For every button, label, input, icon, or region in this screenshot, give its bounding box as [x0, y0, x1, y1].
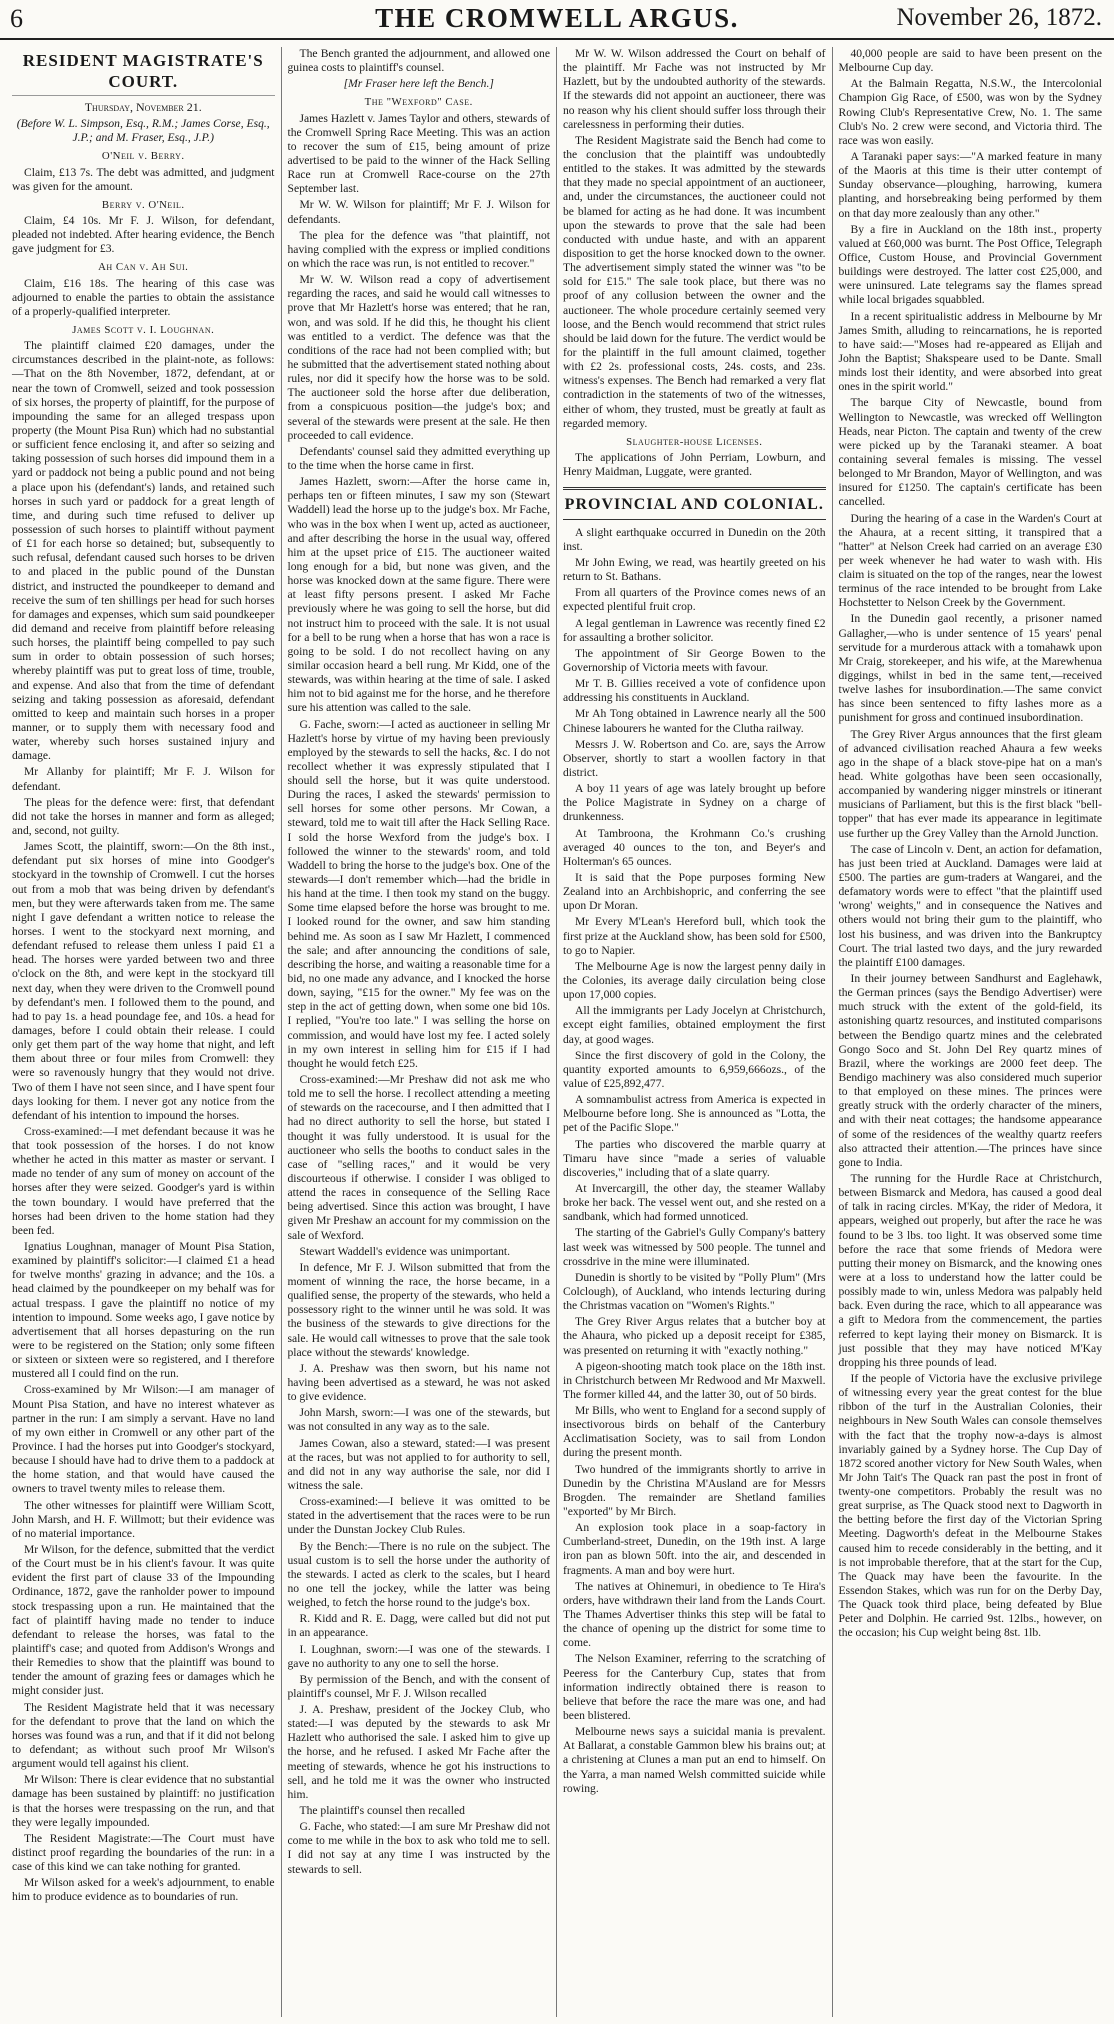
news-item: The Grey River Argus relates that a butcher boy at the Ahaura, who picked up a deposit receipt for £385, was presented on returning it with "exactly nothing." — [563, 1315, 826, 1357]
paragraph: The Bench granted the adjournment, and allowed one guinea costs to plaintiff's counsel. — [287, 47, 550, 75]
news-item: Melbourne news says a suicidal mania is prevalent. At Ballarat, a constable Gammon blew his brains out; at a christening at Clunes a man put an end to himself. On the Yarra, a man named Welsh committed suicide while rowing. — [563, 1725, 826, 1795]
case-title: Berry v. O'Neil. — [101, 198, 185, 211]
news-item: The running for the Hurdle Race at Christchurch, between Bismarck and Medora, has caused a good deal of talk in racing circles. M'Kay, the rider of Medora, it appears, weighed out properly, but after the race he was found to be 3 lbs. too light. It was observed some time before the race that some friends of Medora were putting their money on Bismarck, and the knowing ones were at a loss to understand how the latter could be possibly made to win, unless Medora was palpably held back. Even during the race, which to all appearance was a gift to Medora from the commencement, the parties referred to kept laying their money on Bismarck. It is just possible that they may have noticed M'Kay dropping his three pounds of lead. — [838, 1171, 1102, 1369]
news-item: The appointment of Sir George Bowen to the Governorship of Victoria meets with favour. — [563, 646, 826, 675]
paragraph: The plaintiff's counsel then recalled — [299, 1804, 465, 1818]
paragraph: G. Fache, sworn:—I acted as auctioneer in selling Mr Hazlett's horse by virtue of my having been previously employed by the stewards to sell the hacks, &c. I do not recollect whether it was expressly stipulated that I should sell the horse, but it was quite understood. During the races, I asked the stewards' permission to sell horses for some other persons. Mr Cowan, a steward, told me to wait till after the Hack Selling Race. I sold the horse Wexford from the judge's box. I followed the winner to the stewards' room, and told Waddell to bring the horse to the judge's box. One of the stewards—I don't remember which—had the bridle in his hand at the time. I then took my stand on the buggy. Some time elapsed before the horse was brought to me. I looked round for the owner, and saw him standing behind me. As soon as I saw Mr Hazlett, I commenced the sale; and after announcing the conditions of sale, describing the horse, and waiting a reasonable time for a bid, no one made any advance, and I knocked the horse down, saying, "£15 for the owner." My fee was on the step in the act of getting down, when some one bid 10s. I replied, "You're too late." I was selling the horse on commission, and would have lost my fee. I acted solely in my own interest in selling him for £15 if I had thought he would fetch £25. — [287, 717, 550, 1070]
column-1 — [6, 47, 282, 2017]
case-title: The "Wexford" Case. — [364, 96, 473, 109]
news-item: At Tambroona, the Krohmann Co.'s crushing averaged 40 ounces to the ton, and Beyer's and Holterman's 65 ounces. — [563, 826, 826, 868]
news-item: At Invercargill, the other day, the steamer Wallaby broke her back. The vessel went out, and she rested on a sandbank, which had formed unnoticed. — [563, 1181, 826, 1224]
paragraph: Mr W. W. Wilson read a copy of advertisement regarding the races, and said he would call witnesses to prove that Mr Hazlett's horse was entered; that he ran, won, and was sold. If he did this, he thought his client was entitled to a verdict. The defence was that the conditions of the race had not been complied with; but he submitted that the advertisement stated nothing about rules, nor did it specify how the horse was to be sold. The auctioneer sold the horse after due deliberation, from a conspicuous position—the judge's box; and several of the stewards were present at the sale. He then proceeded to call evidence. — [287, 273, 550, 442]
paragraph: James Hazlett, sworn:—After the horse came in, perhaps ten or fifteen minutes, I saw my son (Stewart Waddell) lead the horse up to the judge's box. Mr Fache, who was in the box when I went up, acted as auctioneer, and after describing the horse in the usual way, offered him at the upset price of £15. The auctioneer waited long enough for a bid, but none was given, and the horse was knocked down at the same figure. There were at least fifty persons present. I asked Mr Fache previously where he was going to sell the horse, but did not instruct him to proceed with the sale. It is not usual for a bell to be rung when a horse that has won a race is going to be sold. I do not recollect having on any similar occasion heard a bell rung. Mr Kidd, one of the stewards, was within hearing at the time of sale. I asked him not to bid against me for the horse, and he therefore sure his attention was called to the sale. — [287, 475, 550, 715]
news-item: Mr T. B. Gillies received a vote of confidence upon addressing his constituents in Auckland. — [563, 677, 826, 705]
dateline: Thursday, November 21. — [84, 100, 202, 115]
article-heading-court: RESIDENT MAGISTRATE'S COURT. — [12, 51, 275, 96]
paragraph: I. Loughnan, sworn:—I was one of the stewards. I gave no authority to any one to sell the horse. — [287, 1642, 550, 1670]
news-item: Mr Ah Tong obtained in Lawrence nearly all the 500 Chinese labourers he wanted for the Clutha railway. — [563, 707, 826, 735]
news-item: At the Balmain Regatta, N.S.W., the Intercolonial Champion Gig Race, of £500, was won by the Sydney Rowing Club's Representative Crew, No. 1. The same Club's No. 2 crew were second, and Victoria third. The race was won easily. — [838, 77, 1102, 147]
paragraph: Cross-examined by Mr Wilson:—I am manager of Mount Pisa Station, and have no interest whatever as partner in the run: I am simply a servant. Have no land of my own either in Cromwell or any other part of the Province. I had the horses put into Goodger's stockyard, because I should have had to drive them to a paddock at the home station, and that would have caused the owners to travel twenty miles to release them. — [12, 1383, 275, 1496]
paragraph: Claim, £13 7s. The debt was admitted, and judgment was given for the amount. — [12, 165, 275, 193]
paragraph: Cross-examined:—I believe it was omitted to be stated in the advertisement that the races were to be run under the Dunstan Jockey Club Rules. — [287, 1495, 550, 1537]
newspaper-title: THE CROMWELL ARGUS. — [375, 3, 739, 33]
issue-date: November 26, 1872. — [896, 4, 1102, 31]
news-item: 40,000 people are said to have been present on the Melbourne Cup day. — [838, 47, 1102, 75]
columns — [6, 47, 1108, 2017]
news-item: The Nelson Examiner, referring to the scratching of Peeress for the Canterbury Cup, states that from information indirectly obtained there is reason to believe that before the race the mare was one, and had been blistered. — [563, 1652, 826, 1723]
news-item: In the Dunedin gaol recently, a prisoner named Gallagher,—who is under sentence of 15 years' penal servitude for a murderous attack with a tomahawk upon Mr Craig, storekeeper, and his wife, at the Marewhenua diggings, whilst in bed in the same tent,—received twelve lashes for insubordination.—The same convict has since been sentenced to fifty lashes more as a punishment for gross and continued insubordination. — [838, 612, 1102, 725]
paragraph: Stewart Waddell's evidence was unimportant. — [299, 1244, 511, 1258]
news-item: A somnambulist actress from America is expected in Melbourne before long. She is announced as "Lotta, the pet of the Pacific Slope." — [563, 1093, 826, 1135]
news-item: By a fire in Auckland on the 18th inst., property valued at £60,000 was burnt. The Post Office, Telegraph Office, Custom House, and Provincial Government buildings were destroyed. The latter cost £25,000, and were uninsured. Late telegrams say the flames spread while local brigades squabbled. — [838, 222, 1102, 307]
case-title: Ah Can v. Ah Sui. — [98, 261, 189, 274]
paragraph: Mr Wilson, for the defence, submitted that the verdict of the Court must be in his client's favour. It was quite evident the first part of clause 33 of the Impounding Ordinance, 1872, gave the ranholder power to impound stock trespassing upon a run. He maintained that the fact of plaintiff having made no tender to induce defendant to release the horses, was fatal to the plaintiff's case; and quoted from Addison's Wrongs and their Remedies to show that the plaintiff was bound to tender the amount of grazing fees or damages which he might consider just. — [12, 1543, 275, 1698]
paragraph: Mr Wilson: There is clear evidence that no substantial damage has been sustained by plaintiff: no justification is that the horses were trespassing on the run, and that they were legally impounded. — [12, 1773, 275, 1829]
paragraph: Mr Wilson asked for a week's adjournment, to enable him to produce evidence as to boundaries of run. — [12, 1876, 275, 1904]
bracket-note: [Mr Fraser here left the Bench.] — [343, 77, 494, 91]
news-item: It is said that the Pope purposes forming New Zealand into an Archbishopric, and conferring the see upon Dr Moran. — [563, 871, 826, 913]
news-item: All the immigrants per Lady Jocelyn at Christchurch, except eight families, obtained employment the first day, at good wages. — [563, 1004, 826, 1046]
paragraph: Claim, £4 10s. Mr F. J. Wilson, for defendant, pleaded not indebted. After hearing evidence, the Bench gave judgment for £3. — [12, 214, 275, 256]
paragraph: The Resident Magistrate held that it was necessary for the defendant to prove that the land on which the horses was found was a run, and that if it did not belong to defendant; as without such proof Mr Wilson's argument would tell against his client. — [12, 1700, 275, 1771]
news-item: The Melbourne Age is now the largest penny daily in the Colonies, its average daily circulation being close upon 17,000 copies. — [563, 959, 826, 1002]
news-item: The natives at Ohinemuri, in obedience to Te Hira's orders, have withdrawn their land from the Lands Court. The Thames Advertiser thinks this step will be fatal to the chance of opening up the district for some time to come. — [563, 1579, 826, 1650]
news-item: A boy 11 years of age was lately brought up before the Police Magistrate in Sydney on a charge of drunkenness. — [563, 782, 826, 824]
news-item: Mr Every M'Lean's Hereford bull, which took the first prize at the Auckland show, has been sold for £500, to go to Napier. — [563, 915, 826, 957]
news-item: The parties who discovered the marble quarry at Timaru have since "made a series of valuable discoveries," including that of a slate quarry. — [563, 1137, 826, 1179]
news-item: Mr Bills, who went to England for a second supply of insectivorous birds on behalf of the Canterbury Acclimatisation Society, was to sail from London during the present month. — [563, 1404, 826, 1460]
masthead — [0, 0, 1114, 40]
news-item: In their journey between Sandhurst and Eaglehawk, the German princes (says the Bendigo Advertiser) were much struck with the extent of the gold-field, its astonishing quartz resources, and instituted comparisons between the Bendigo quartz mines and the celebrated Gongo Soco and St. John Del Rey quartz mines of Brazil, where the workings are 2000 feet deep. The Bendigo machinery was also considered much superior to that employed on these mines. The princes were greatly struck with the orderly character of the miners, and with their neat cottages; the handsome appearance of some of the residences of the wealthy quartz reefers also attracted their attention.—The princes have since gone to India. — [838, 972, 1102, 1169]
paragraph: J. A. Preshaw, president of the Jockey Club, who stated:—I was deputed by the stewards to ask Mr Hazlett who authorised the sale. I asked him to give up the horse, and he refused. I asked Mr Fache after the meeting of stewards, whence he got his instructions to sell, and he told me it was the owner who instructed him. — [287, 1703, 550, 1801]
paragraph: The Resident Magistrate said the Bench had come to the conclusion that the plaintiff was undoubtedly entitled to the stakes. It was admitted by the stewards that they made no special appointment of an auctioneer, and, under the circumstances, the auctioneer could not be blamed for acting as he had done. It was incumbent upon the stewards to prove that the sale had been conducted with undue haste, and with an apparent disposition to get the horse knocked down to the owner. The advertisement simply stated the winner was "to be sold for £15." The sale took place, but there was no proof of any collusion between the owner and the auctioneer. The whole procedure certainly seemed very loose, and the Bench would recommend that strict rules should be laid down for the future. The verdict would be for the plaintiff in the full amount claimed, together with £2 2s. professional costs, 24s. costs, and 23s. witness's expenses. The Bench had remarked a very flat contradiction in the statements of two of the witnesses, either of whom, they trusted, must be greatly at fault as regarded memory. — [563, 133, 826, 430]
news-item: Two hundred of the immigrants shortly to arrive in Dunedin by the Christina M'Ausland are for Messrs Brogden. The remainder are Shetland families "exported" by Mr Birch. — [563, 1462, 826, 1519]
paragraph: J. A. Preshaw was then sworn, but his name not having been advertised as a steward, he was not asked to give evidence. — [287, 1361, 550, 1404]
paragraph: Defendants' counsel said they admitted everything up to the time when the horse came in first. — [287, 444, 550, 472]
paragraph: In defence, Mr F. J. Wilson submitted that from the moment of winning the race, the horse became, in a qualified sense, the property of the stewards, who held a possessory right to the winner until he was sold. It was the business of the stewards to give directions for the sale. He would call witnesses to prove that the sale took place without the stewards' knowledge. — [287, 1260, 550, 1359]
paragraph: Mr W. W. Wilson for plaintiff; Mr F. J. Wilson for defendants. — [287, 198, 550, 226]
paragraph: By permission of the Bench, and with the consent of plaintiff's counsel, Mr F. J. Wilson recalled — [287, 1672, 550, 1700]
news-item: An explosion took place in a soap-factory in Cumberland-street, Dunedin, on the 19th inst. A large iron pan as blown 50ft. into the air, and descended in fragments. A man and boy were hurt. — [563, 1521, 826, 1577]
paragraph: Mr Allanby for plaintiff; Mr F. J. Wilson for defendant. — [12, 765, 275, 793]
news-item: In a recent spiritualistic address in Melbourne by Mr James Smith, alluding to reincarnations, he is reported to have said:—"Moses had re-appeared as Elijah and John the Baptist; Shakspeare used to be Dante. Small minds lost their identity, and were absorbed into great ones in the spirit world." — [838, 309, 1102, 394]
paragraph: Ignatius Loughnan, manager of Mount Pisa Station, examined by plaintiff's solicitor:—I claimed £1 a head for twelve months' grazing in advance; and the 10s. a head claimed by the poundkeeper on my behalf was for actual trespass. I gave the plaintiff no notice of my intention to impound. Some weeks ago, I gave notice by advertisement that all horses depasturing on the run were to be registered on the Station; only some fifteen or sixteen or sixteen were so registered, and I therefore mustered all I could find on the run. — [12, 1240, 275, 1381]
news-item: The barque City of Newcastle, bound from Wellington to Newcastle, was wrecked off Wellington Heads, near Picton. The captain and twenty of the crew were picked up by the Taranaki steamer. A boat containing several females is missing. The vessel belonged to Mr Brandon, Mayor of Wellington, and was insured for £1250. The captain's certificate has been cancelled. — [838, 396, 1102, 509]
news-item: From all quarters of the Province comes news of an expected plentiful fruit crop. — [563, 586, 826, 614]
news-item: A legal gentleman in Lawrence was recently fined £2 for assaulting a brother solicitor. — [563, 616, 826, 644]
case-title: Slaughter-house Licenses. — [626, 435, 763, 448]
case-title: O'Neil v. Berry. — [101, 150, 185, 163]
news-item: Mr John Ewing, we read, was heartily greeted on his return to St. Bathans. — [563, 556, 826, 584]
news-item: A Taranaki paper says:—"A marked feature in many of the Maoris at this time is their utter contempt of Sunday observance—ploughing, harrowing, kumera planting, and horsebreaking being performed by them on that day more zealously than any other." — [838, 149, 1102, 220]
paragraph: The plea for the defence was "that plaintiff, not having complied with the express or implied conditions on which the race was run, is not entitled to recover." — [287, 228, 550, 270]
news-item: A pigeon-shooting match took place on the 18th inst. in Christchurch between Mr Redwood and Mr Maxwell. The former killed 44, and the latter 30, out of 50 birds. — [563, 1359, 826, 1401]
paragraph: James Hazlett v. James Taylor and others, stewards of the Cromwell Spring Race Meeting. This was an action to recover the sum of £15, being amount of prize advertised to be paid to the winner of the Hack Selling Race run at Cromwell Race-course on the 27th September last. — [287, 111, 550, 196]
bench-list: (Before W. L. Simpson, Esq., R.M.; James Corse, Esq., J.P.; and M. Fraser, Esq., J.P.) — [16, 117, 270, 145]
news-item: The Grey River Argus announces that the first gleam of advanced civilisation reached Ahaura a few weeks ago in the shape of a black stove-pipe hat on a man's head. White golgothas have been seen occasionally, accompanied by wandering nigger minstrels or itinerant musicians of Parliament, but this is the first black "bell-topper" that has ever made its appearance in legitimate use further up the Grey Valley than the Arnold Junction. — [838, 727, 1102, 840]
section-heading-provincial: PROVINCIAL AND COLONIAL. — [563, 487, 826, 520]
paragraph: James Scott, the plaintiff, sworn:—On the 8th inst., defendant put six horses of mine into Goodger's stockyard in the township of Cromwell. I cut the horses out from a mob that was being driven by defendant's men, but they were afterwards taken from me. The same night I gave defendant a written notice to release the horses. I went to the stockyard next morning, and defendant refused to release them unless I paid £1 a head. The horses were yarded between two and three o'clock on the 8th, and were kept in the stockyard till next day, when they were driven to the Cromwell pound by defendant's men. I followed them to the pound, and had to pay 1s. a head poundage fee, and 10s. a head for damages, before I could obtain their release. I could only get them part of the way home that night, and left them about three or four miles from Cromwell: they were so ravenously hungry that they would not drive. Two of them I have not seen since, and I have spent four days looking for them. I never got any notice from the defendant of his intention to impound the horses. — [12, 840, 275, 1122]
news-item: If the people of Victoria have the exclusive privilege of witnessing every year the great contest for the blue ribbon of the turf in the Australian Colonies, their neighbours in New South Wales can console themselves with the fact that the trophy now-a-days is almost invariably gained by a Sydney horse. The Cup Day of 1872 scored another victory for New South Wales, when Mr John Tait's The Quack ran past the post in front of twenty-one competitors. Probably the result was no great surprise, as The Quack stood next to Dagworth in the betting before the first day of the Victorian Spring Meeting. Dagworth's defeat in the Melbourne Stakes caused him to recede considerably in the betting, and it is not improbable therefore, that at the start for the Cup, The Quack may have been the favourite. In the Essendon Stakes, which was run for on the Derby Day, The Quack took third place, being defeated by Blue Peter and Dolphin. He carried 9st. 12lbs., however, on the occasion; his Cup weight being 8st. 1lb. — [838, 1371, 1102, 1640]
column-3 — [557, 47, 833, 2017]
paragraph: R. Kidd and R. E. Dagg, were called but did not put in an appearance. — [287, 1612, 550, 1640]
paragraph: The plaintiff claimed £20 damages, under the circumstances described in the plaint-note, as follows:—That on the 8th November, 1872, defendant, at or near the town of Cromwell, seized and took possession of six horses, the property of plaintiff, for the purpose of impounding the same for an alleged trespass upon property (the Mount Pisa Run) which had no substantial or sufficient fence enclosing it, and after so seizing and taking possession of such horses did impound them in a yard or paddock not being a public pound and not being a place upon his (defendant's) lands, and retained such horses in such yard or paddock for a great length of time, and during such time refused to deliver up possession of such horses to plaintiff without payment of £1 for each horse so detained; but, subsequently to such refusal, defendant caused such horses to be driven to and placed in the public pound of the Dunstan district, and instructed the poundkeeper to demand and receive the sum of ten shillings per head for such horses for damages and expenses, which sum said poundkeeper did demand and receive from plaintiff before releasing such horses, the plaintiff being compelled to pay such sum in order to obtain possession of such horses; whereby plaintiff was put to great loss of time, trouble, and expense. And also that from the time of defendant seizing and taking possession as aforesaid, defendant omitted to keep and maintain such horses in a proper manner, or to supply them with necessary food and water, whereby such horses sustained injury and damage. — [12, 339, 275, 763]
paragraph: John Marsh, sworn:—I was one of the stewards, but was not consulted in any way as to the sale. — [287, 1406, 550, 1434]
news-item: The starting of the Gabriel's Gully Company's battery last week was witnessed by 500 people. The tunnel and crossdrive in the mine were illuminated. — [563, 1226, 826, 1268]
news-item: Dunedin is shortly to be visited by "Polly Plum" (Mrs Colclough), of Auckland, who intends lecturing during the Christmas vacation on "Women's Rights." — [563, 1270, 826, 1313]
page-number: 6 — [10, 4, 23, 33]
paragraph: Claim, £16 18s. The hearing of this case was adjourned to enable the parties to obtain the assistance of a properly-qualified interpreter. — [12, 276, 275, 318]
column-4 — [833, 47, 1109, 2017]
case-title: James Scott v. I. Loughnan. — [72, 324, 215, 337]
paragraph: Cross-examined:—I met defendant because it was he that took possession of the horses. I do not know whether he acted in this matter as master or servant. I made no tender of any sum of money on account of the horses after they were seized. Goodger's yard is within the town boundary. I would have preferred that the horses had been driven to the home station had they been fed. — [12, 1124, 275, 1237]
paragraph: The Resident Magistrate:—The Court must have distinct proof regarding the boundaries of the run: in a case of this kind we can take nothing for granted. — [12, 1831, 275, 1874]
paragraph: James Cowan, also a steward, stated:—I was present at the races, but was not applied to for authority to sell, and did not in any way authorise the sale, nor did I witness the sale. — [287, 1436, 550, 1492]
news-item: The case of Lincoln v. Dent, an action for defamation, has just been tried at Auckland. Damages were laid at £500. The parties are gum-traders at Wangarei, and the defamatory words were to effect "that the plaintiff used 'wrong' weights," and in consequence the Natives and others would not bring their gum to the plaintiff, who lost his business, and was driven into the Bankruptcy Court. The trial lasted two days, and the jury rewarded the plaintiff £100 damages. — [838, 842, 1102, 969]
news-item: A slight earthquake occurred in Dunedin on the 20th inst. — [563, 525, 826, 553]
news-item: During the hearing of a case in the Warden's Court at the Ahaura, at a recent sitting, it transpired that a "hatter" at Nelson Creek had carried on an average £30 per week whenever he had water to wash with. His claim is situated on the top of the ranges, near the lowest terminus of the race intended to be brought from Lake Hochstetter to Nelson Creek by the Government. — [838, 511, 1102, 610]
paragraph: By the Bench:—There is no rule on the subject. The usual custom is to sell the horse under the authority of the stewards. I acted as clerk to the scales, but I heard no one tell the jockey, while the latter was being weighed, to fetch the horse round to the judge's box. — [287, 1539, 550, 1610]
paragraph: The applications of John Perriam, Lowburn, and Henry Maidman, Luggate, were granted. — [563, 450, 826, 479]
paragraph: The other witnesses for plaintiff were William Scott, John Marsh, and H. F. Willmott; but their evidence was of no material importance. — [12, 1498, 275, 1540]
paragraph: The pleas for the defence were: first, that defendant did not take the horses in manner and form as alleged; and, second, not guilty. — [12, 795, 275, 837]
paragraph: Mr W. W. Wilson addressed the Court on behalf of the plaintiff. Mr Fache was not instructed by Mr Hazlett, but by the undoubted authority of the stewards. If the stewards did not appoint an auctioneer, there was no reason why his client should suffer loss through their carelessness in performing their duties. — [563, 47, 826, 131]
news-item: Since the first discovery of gold in the Colony, the quantity exported amounts to 6,959,666ozs., of the value of £25,892,477. — [563, 1048, 826, 1090]
paragraph: Cross-examined:—Mr Preshaw did not ask me who told me to sell the horse. I recollect attending a meeting of stewards on the racecourse, and I then admitted that I had no direct authority to sell the horse, but stated I thought it was fully understood. It is usual for the auctioneer who sells the booths to conduct sales in the case of "selling races," and it would be very discourteous if otherwise. I consider I was obliged to attend the races in consequence of the Selling Race being advertised. Since this action was brought, I have given Mr Preshaw an account for my commission on the sale of Wexford. — [287, 1073, 550, 1242]
news-item: Messrs J. W. Robertson and Co. are, says the Arrow Observer, shortly to start a woollen factory in that district. — [563, 737, 826, 780]
column-2 — [282, 47, 558, 2017]
paragraph: G. Fache, who stated:—I am sure Mr Preshaw did not come to me while in the box to ask who told me to sell. I did not say at any time I was instructed by the stewards to sell. — [287, 1820, 550, 1876]
